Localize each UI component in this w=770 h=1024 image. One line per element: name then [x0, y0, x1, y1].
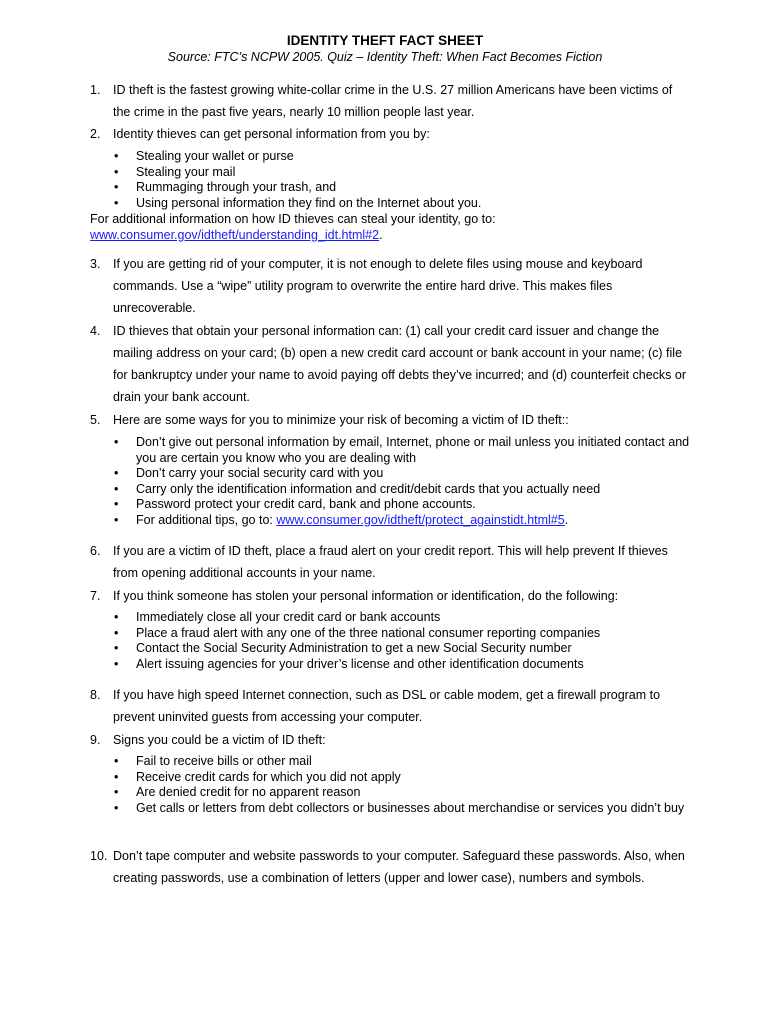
list-item [114, 770, 694, 786]
item-text: If you have high speed Internet connection, such as DSL or cable modem, get a firewall program to prevent uninvited guests from accessing your computer. [113, 688, 661, 724]
bullet-icon: • [114, 180, 119, 195]
bullet-icon: • [114, 497, 119, 512]
list-item-text: Contact the Social Security Administration to get a new Social Security number [136, 641, 572, 656]
list-item-text: Don’t carry your social security card with you [136, 466, 384, 481]
list-item [114, 482, 694, 498]
list-item [114, 466, 694, 482]
list-item-text: Carry only the identification information and credit/debit cards that you actually need [136, 481, 601, 496]
fact-item-5 [90, 409, 690, 431]
item-text: Here are some ways for you to minimize your risk of becoming a victim of ID theft:: [113, 413, 569, 427]
item-number: 4. [90, 324, 101, 338]
fact-item-4 [90, 320, 690, 408]
bullet-list-item-7 [114, 610, 694, 672]
list-item [114, 180, 694, 196]
bullet-icon: • [114, 195, 119, 210]
list-item [114, 196, 694, 212]
item-text: ID theft is the fastest growing white-collar crime in the U.S. 27 million Americans have been victims of the crime in the past five years, nearly 10 million people last year. [113, 83, 673, 119]
item-number: 1. [90, 83, 101, 97]
item-number: 8. [90, 688, 101, 702]
list-item-text: Using personal information they find on the Internet about you. [136, 195, 482, 210]
bullet-icon: • [114, 641, 119, 656]
list-item-text: Receive credit cards for which you did not apply [136, 769, 401, 784]
item-number: 10. [90, 849, 108, 863]
bullet-icon: • [114, 754, 119, 768]
list-item [114, 626, 694, 642]
list-item [114, 149, 694, 165]
list-item-text: Stealing your mail [136, 164, 236, 179]
item-number: 3. [90, 257, 101, 271]
item-number: 6. [90, 544, 101, 558]
additional-info [90, 212, 690, 243]
bullet-icon: • [114, 164, 119, 179]
list-item [114, 165, 694, 181]
fact-item-7 [90, 585, 690, 607]
list-item-text: Alert issuing agencies for your driver’s license and other identification documents [136, 656, 584, 671]
fact-item-10 [90, 845, 690, 889]
bullet-icon: • [114, 625, 119, 640]
item-text: If you are getting rid of your computer, it is not enough to delete files using mouse and keyboard commands. Use a “wipe” utility program to overwrite the entire hard drive. This makes files unrecoverable. [113, 257, 643, 315]
list-item [114, 610, 694, 626]
bullet-icon: • [114, 512, 119, 527]
item-text: ID thieves that obtain your personal information can: (1) call your credit card issuer and change the mailing address on your card; (b) open a new credit card account or bank account in your name; (c) file for bankruptcy under your name to avoid paying off debts they’ve incurred; and (d) counterfeit checks or drain your bank account. [113, 324, 687, 404]
bullet-icon: • [114, 610, 119, 624]
list-item-text: Fail to receive bills or other mail [136, 754, 312, 768]
item-number: 5. [90, 413, 101, 427]
bullet-icon: • [114, 149, 119, 163]
list-item [114, 513, 694, 529]
bullet-icon: • [114, 785, 119, 800]
bullet-list-item-2 [114, 149, 694, 211]
list-item [114, 657, 694, 673]
list-item-text: Password protect your credit card, bank and phone accounts. [136, 497, 476, 512]
item-number: 7. [90, 589, 101, 603]
fact-item-3 [90, 253, 690, 319]
list-item [114, 754, 694, 770]
item-text: If you are a victim of ID theft, place a fraud alert on your credit report. This will help prevent If thieves from opening additional accounts in your name. [113, 544, 668, 580]
item-text: Signs you could be a victim of ID theft: [113, 733, 326, 747]
bullet-icon: • [114, 435, 119, 449]
bullet-list-item-9 [114, 754, 694, 816]
fact-item-2 [90, 123, 690, 145]
item-text: Don’t tape computer and website passwords to your computer. Safeguard these passwords. Also, when creating passwords, use a combination of letters (upper and lower case), numbers and symbols. [113, 849, 685, 885]
list-item [114, 785, 694, 801]
page-title: IDENTITY THEFT FACT SHEET [286, 33, 484, 48]
protect-against-idt-link[interactable]: www.consumer.gov/idtheft/protect_againstidt.html#5 [276, 512, 565, 527]
fact-item-6 [90, 540, 690, 584]
list-item [114, 801, 694, 817]
list-item-text: Are denied credit for no apparent reason [136, 785, 361, 800]
bullet-icon: • [114, 466, 119, 481]
list-item [114, 435, 694, 466]
bullet-icon: • [114, 481, 119, 496]
list-item-text: Rummaging through your trash, and [136, 180, 337, 195]
list-item-text: For additional tips, go to: [136, 512, 277, 527]
additional-info-text: For additional information on how ID thieves can steal your identity, go to: [90, 212, 496, 226]
list-item-text: Stealing your wallet or purse [136, 149, 294, 163]
list-item-text: Place a fraud alert with any one of the three national consumer reporting companies [136, 625, 601, 640]
bullet-icon: • [114, 769, 119, 784]
list-item-text: Don’t give out personal information by email, Internet, phone or mail unless you initiated contact and you are certain you know who you are dealing with [136, 435, 690, 465]
list-item [114, 641, 694, 657]
understanding-idt-link[interactable]: www.consumer.gov/idtheft/understanding_idt.html#2 [90, 227, 380, 242]
bullet-icon: • [114, 656, 119, 671]
list-item-text: Get calls or letters from debt collectors or businesses about merchandise or services you didn’t buy [136, 800, 685, 815]
item-number: 9. [90, 733, 101, 747]
page-subtitle: Source: FTC’s NCPW 2005. Quiz – Identity Theft: When Fact Becomes Fiction [167, 50, 603, 64]
list-item [114, 497, 694, 513]
item-number: 2. [90, 127, 101, 141]
bullet-icon: • [114, 800, 119, 815]
link-suffix: . [379, 227, 383, 242]
bullet-list-item-5 [114, 435, 694, 529]
fact-item-8 [90, 684, 690, 728]
fact-item-1 [90, 79, 690, 123]
link-suffix: . [564, 512, 569, 527]
list-item-text: Immediately close all your credit card or bank accounts [136, 610, 441, 624]
item-text: If you think someone has stolen your personal information or identification, do the following: [113, 589, 619, 603]
item-text: Identity thieves can get personal information from you by: [113, 127, 430, 141]
fact-item-9 [90, 729, 690, 751]
